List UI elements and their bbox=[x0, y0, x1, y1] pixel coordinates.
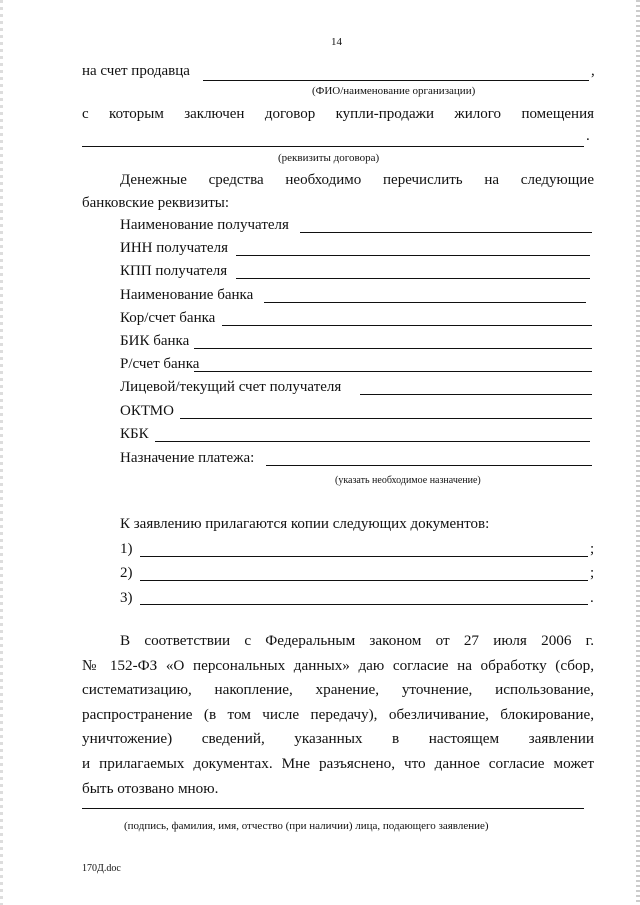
attachment-line-1[interactable] bbox=[140, 556, 588, 557]
field-bank-name bbox=[120, 286, 594, 306]
signature-line[interactable] bbox=[82, 808, 584, 809]
consent-line: В соответствии с Федеральным законом от 27 июля 2006 г. bbox=[120, 632, 594, 649]
contract-trailing: . bbox=[586, 128, 590, 144]
field-label: Наименование получателя bbox=[120, 217, 289, 233]
field-label: Назначение платежа: bbox=[120, 450, 255, 466]
seller-hint: (ФИО/наименование организации) bbox=[312, 85, 476, 97]
seller-label: на счет продавца bbox=[82, 63, 190, 79]
consent-line: систематизацию, накопление, хранение, уточнение, использование, bbox=[82, 681, 594, 699]
field-kbk bbox=[120, 425, 594, 445]
attachment-end-1: ; bbox=[590, 541, 595, 557]
seller-field-line[interactable] bbox=[203, 80, 589, 81]
field-label: ОКТМО bbox=[120, 403, 174, 419]
attachments-heading: К заявлению прилагаются копии следующих документов: bbox=[120, 516, 490, 532]
field-input-line[interactable] bbox=[194, 348, 592, 349]
field-personal-account bbox=[120, 378, 594, 398]
consent-line: распространение (в том числе передачу), обезличивание, блокирование, bbox=[82, 705, 594, 723]
field-label: Наименование банка bbox=[120, 287, 254, 303]
field-label: КБК bbox=[120, 426, 149, 442]
field-recipient-kpp bbox=[120, 262, 594, 282]
field-payment-purpose bbox=[120, 449, 594, 469]
contract-text: с которым заключен договор купли-продажи жилого помещения bbox=[82, 106, 594, 122]
seller-trailing: , bbox=[591, 63, 595, 79]
footer-filename: 170Д.doc bbox=[82, 863, 121, 874]
signature-hint: (подпись, фамилия, имя, отчество (при наличии) лица, подающего заявление) bbox=[124, 820, 489, 832]
contract-hint: (реквизиты договора) bbox=[278, 152, 380, 164]
attachment-end-2: ; bbox=[590, 565, 595, 581]
scan-edge-left bbox=[0, 0, 3, 905]
field-label: КПП получателя bbox=[120, 263, 228, 279]
attachment-num-1: 1) bbox=[120, 541, 133, 557]
field-input-line[interactable] bbox=[360, 394, 592, 395]
field-input-line[interactable] bbox=[194, 371, 592, 372]
field-label: БИК банка bbox=[120, 333, 190, 349]
attachment-num-2: 2) bbox=[120, 565, 133, 581]
field-input-line[interactable] bbox=[264, 302, 586, 303]
attachment-end-3: . bbox=[590, 590, 594, 606]
attachment-num-3: 3) bbox=[120, 590, 133, 606]
consent-line: и прилагаемых документах. Мне разъяснено, что данное согласие может bbox=[82, 754, 594, 772]
scan-edge-right bbox=[636, 0, 640, 905]
attachment-line-2[interactable] bbox=[140, 580, 588, 581]
field-input-line[interactable] bbox=[155, 441, 590, 442]
field-corr-account bbox=[120, 309, 594, 329]
consent-line: № 152-ФЗ «О персональных данных» даю согласие на обработку (сбор, bbox=[82, 656, 594, 674]
funds-intro-line2: банковские реквизиты: bbox=[82, 195, 230, 211]
field-label: Лицевой/текущий счет получателя bbox=[120, 379, 342, 395]
attachment-line-3[interactable] bbox=[140, 604, 588, 605]
field-input-line[interactable] bbox=[180, 418, 592, 419]
field-label: Кор/счет банка bbox=[120, 310, 216, 326]
field-label: Р/счет банка bbox=[120, 356, 200, 372]
field-input-line[interactable] bbox=[266, 465, 592, 466]
field-recipient-inn bbox=[120, 239, 594, 259]
payment-purpose-hint: (указать необходимое назначение) bbox=[335, 475, 481, 486]
field-settlement-account bbox=[120, 355, 594, 375]
funds-intro-line1: Денежные средства необходимо перечислить на следующие bbox=[120, 172, 594, 188]
field-label: ИНН получателя bbox=[120, 240, 228, 256]
consent-line: быть отозвано мною. bbox=[82, 779, 219, 797]
field-input-line[interactable] bbox=[222, 325, 592, 326]
field-input-line[interactable] bbox=[236, 255, 590, 256]
field-oktmo bbox=[120, 402, 594, 422]
field-recipient-name bbox=[120, 216, 594, 236]
consent-line: уничтожение) сведений, указанных в настоящем заявлении bbox=[82, 730, 594, 748]
consent-paragraph bbox=[82, 629, 594, 801]
page-number: 14 bbox=[331, 36, 342, 48]
field-bik bbox=[120, 332, 594, 352]
field-input-line[interactable] bbox=[236, 278, 590, 279]
contract-field-line[interactable] bbox=[82, 146, 584, 147]
field-input-line[interactable] bbox=[300, 232, 592, 233]
